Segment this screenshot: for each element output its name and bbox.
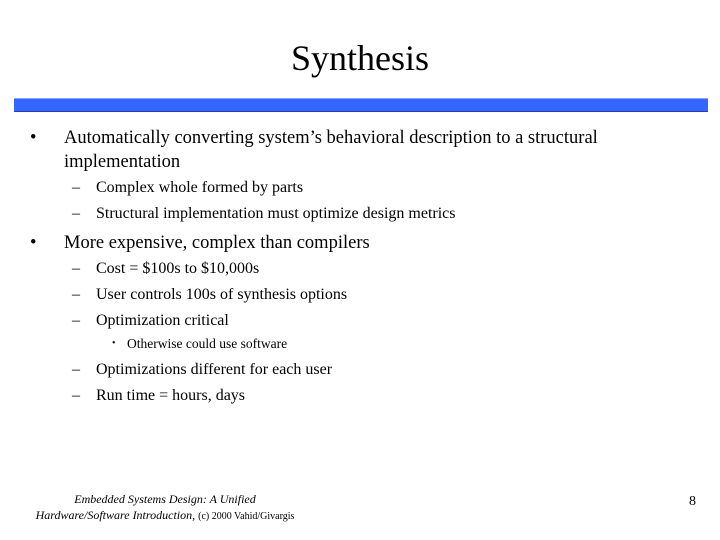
title-divider-bar <box>14 98 708 112</box>
bullet-1 <box>30 126 664 174</box>
bullet-2-sub-3 <box>72 311 229 331</box>
bullet-2-sub-4-text: Optimizations different for each user <box>96 361 333 378</box>
dash-glyph: – <box>72 312 80 329</box>
bullet-glyph: • <box>112 338 116 349</box>
bullet-2 <box>30 231 664 255</box>
footer-copyright: (c) 2000 Vahid/Givargis <box>198 511 295 522</box>
bullet-1-sub-2-text: Structural implementation must optimize design metrics <box>96 205 456 222</box>
page-number: 8 <box>689 494 696 509</box>
bullet-1-sub-1-text: Complex whole formed by parts <box>96 179 304 196</box>
dash-glyph: – <box>72 260 80 277</box>
footer-line-2 <box>20 507 310 525</box>
footer-line-2-text: Hardware/Software Introduction, <box>35 508 196 522</box>
bullet-2-sub-5 <box>72 386 246 406</box>
bullet-1-sub-2 <box>72 204 456 224</box>
bullet-2-sub-3-sub-1 <box>112 335 288 353</box>
bullet-2-sub-2-text: User controls 100s of synthesis options <box>96 286 348 303</box>
dash-glyph: – <box>72 286 80 303</box>
bullet-2-sub-2 <box>72 285 348 305</box>
footer-line-1: Embedded Systems Design: A Unified <box>74 492 256 506</box>
bullet-1-sub-1 <box>72 178 304 198</box>
bullet-2-sub-3-sub-1-text: Otherwise could use software <box>127 336 288 351</box>
bullet-2-sub-4 <box>72 360 333 380</box>
slide-footer <box>20 491 310 525</box>
bullet-glyph: • <box>30 128 37 148</box>
dash-glyph: – <box>72 179 80 196</box>
bullet-2-text: More expensive, complex than compilers <box>64 233 370 253</box>
bullet-2-sub-1-text: Cost = $100s to $10,000s <box>96 260 260 277</box>
bullet-glyph: • <box>30 233 37 253</box>
bullet-2-sub-5-text: Run time = hours, days <box>96 387 246 404</box>
bullet-2-sub-3-text: Optimization critical <box>96 312 229 329</box>
slide-title: Synthesis <box>290 38 430 78</box>
bullet-1-text: Automatically converting system’s behavioral description to a structural implementation <box>64 128 598 172</box>
dash-glyph: – <box>72 387 80 404</box>
dash-glyph: – <box>72 361 80 378</box>
dash-glyph: – <box>72 205 80 222</box>
bullet-2-sub-1 <box>72 259 260 279</box>
